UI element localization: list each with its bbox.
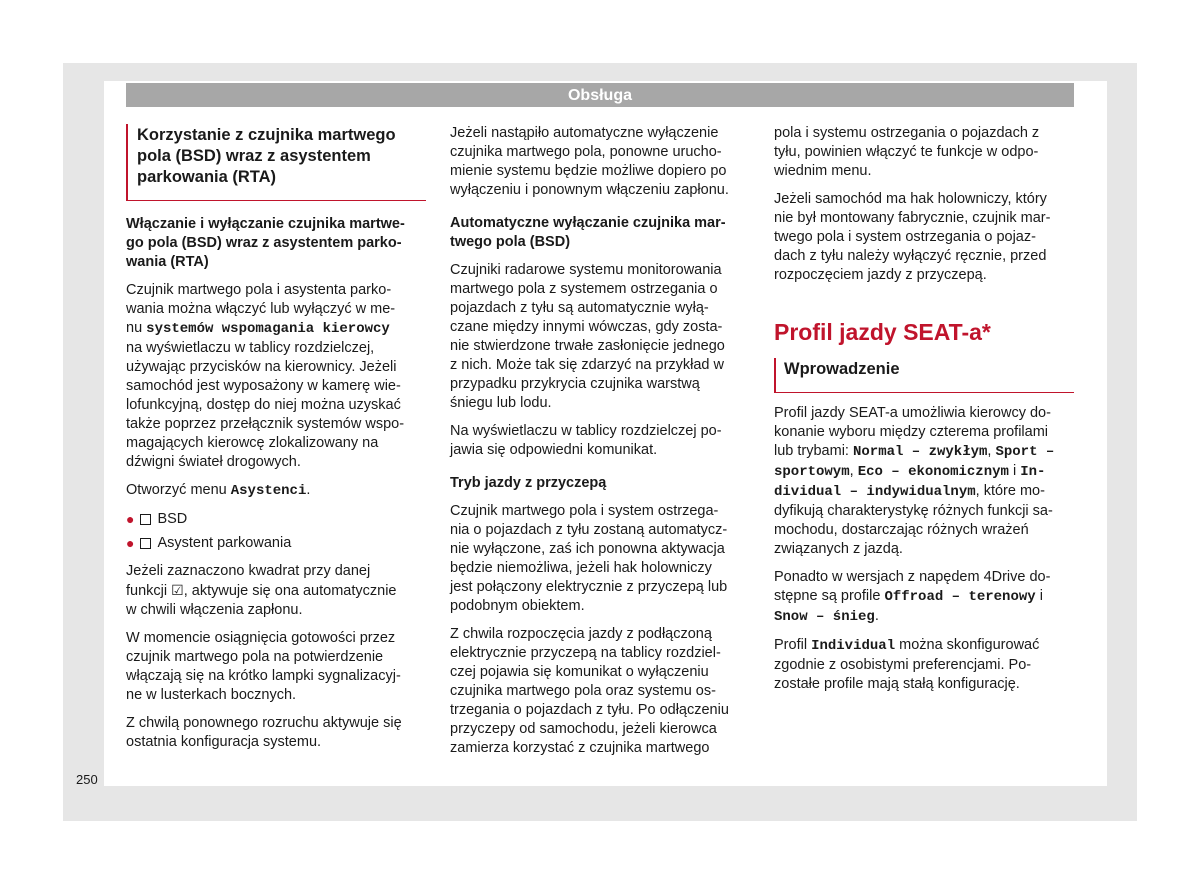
checkbox-icon [140,538,151,549]
section-header-bar: Obsługa [126,83,1074,107]
paragraph-towbar-manual: Jeżeli samochód ma hak holowniczy, który nie był montowany fabrycznie, czujnik mar- twego pola i system ostrzegania o pojaz- dach z tyłu należy wyłączyć ręcznie, przed rozpoczęciem jazdy z przyczepą. [774,191,1051,283]
menu-name-assistants: Asystenci [230,483,307,499]
paragraph-display-message: Na wyświetlaczu w tablicy rozdzielczej po- jawia się odpowiedni komunikat. [450,423,722,458]
profile-offroad: Offroad – terenowy [884,589,1036,605]
paragraph-checked-box: Jeżeli zaznaczono kwadrat przy danej funkcji ☑, aktywuje się ona automatycznie w chwili włączenia zapłonu. [126,563,397,618]
chapter-title: Profil jazdy SEAT-a* [774,319,991,345]
paragraph-drive-profiles: Profil jazdy SEAT-a umożliwia kierowcy do- konanie wyboru między czterema profilami lub trybami: Normal – zwykłym, Sport – sportowym, Eco – ekonomicznym i In- dividual – indywidualnym, które mo- dyfikują charakterystykę różnych funkcji sa- mochodu, dostarczając różnych wrażeń związanych z jazdą. [774,405,1055,557]
column-2 [450,124,750,767]
subheading-bsd-toggle: Włączanie i wyłączanie czujnika martwe- go pola (BSD) wraz z asystentem parko- wania (RTA) [126,216,405,270]
paragraph-bsd-menu: Czujnik martwego pola i asystenta parko- wania można włączyć lub wyłączyć w me- nu systemów wspomagania kierowcy na wyświetlaczu w tablicy rozdzielczej, używając przycisków na kierownicy. Jeżeli samochód jest wyposażony w kamerę wie- lofunkcyjną, dostęp do niej można uzyskać także poprzez przełącznik systemów wspo- magających kierowcę zlokalizowany na dźwigni świateł drogowych. [126,282,405,470]
subheading-auto-off: Automatyczne wyłączanie czujnika mar- twego pola (BSD) [450,215,726,250]
profile-normal: Normal – zwykłym [852,444,988,460]
column-1 [126,124,426,761]
paragraph-trailer-message: Z chwila rozpoczęcia jazdy z podłączoną elektrycznie przyczepą na tablicy rozdziel- czej pojawia się komunikat o wyłączeniu czujnika martwego pola oraz systemu os- trzegania o pojazdach z tyłu. Po odłączeniu przyczepy od samochodu, jeżeli kierowca zamierza korzystać z czujnika martwego [450,626,729,756]
section-title: Korzystanie z czujnika martwego pola (BSD) wraz z asystentem parkowania (RTA) [137,126,396,186]
profile-individual-name: Individual [811,638,896,654]
page-number: 250 [76,772,98,787]
paragraph-reenable-menu: pola i systemu ostrzegania o pojazdach z tyłu, powinien włączyć te funkcje w odpo- wiednim menu. [774,125,1040,179]
checkbox-icon [140,514,151,525]
intro-title-box [774,358,1074,393]
option-parking-assist: ● Asystent parkowania [126,535,292,551]
profile-snow: Snow – śnieg [774,609,875,625]
profile-sport-desc: sportowym [774,464,850,480]
profile-sport: Sport – [995,444,1055,460]
intro-title: Wprowadzenie [784,360,900,378]
paragraph-radar-sensors: Czujniki radarowe systemu monitorowania martwego pola z systemem ostrzegania o pojazdach z tyłu są automatycznie wyłą- czane między innymi wówczas, gdy zosta- nie stwierdzone trwałe zasłonięcie jednego z nich. Może tak się zdarzyć na przykład w przypadku przykrycia czujnika warstwą śniegu lub lodu. [450,262,725,411]
subheading-trailer-mode: Tryb jazdy z przyczepą [450,475,607,491]
profile-individual: dividual – indywidualnym [774,484,976,500]
paragraph-mirror-lights: W momencie osiągnięcia gotowości przez czujnik martwego pola na potwierdzenie włączają się na krótko lampki sygnalizacyj- ne w lusterkach bocznych. [126,630,401,703]
option-bsd: ● BSD [126,511,188,527]
bullet-icon: ● [126,535,135,551]
checked-checkbox-icon: ☑ [171,582,184,598]
paragraph-auto-off-restart: Jeżeli nastąpiło automatyczne wyłączenie czujnika martwego pola, ponowne urucho- mienie systemu będzie możliwe dopiero po wyłączeniu i ponownym włączeniu zapłonu. [450,125,729,198]
paragraph-trailer-off: Czujnik martwego pola i system ostrzega- nia o pojazdach z tyłu zostaną automatycz- nie wyłączone, zaś ich ponowna aktywacja będzie niemożliwa, jeżeli hak holowniczy jest połączony elektrycznie z przyczepą lub podobnym obiektem. [450,503,728,614]
profile-individual-start: In- [1020,464,1046,480]
profile-eco: Eco – ekonomicznym [857,464,1009,480]
paragraph-4drive: Ponadto w wersjach z napędem 4Drive do- stępne są profile Offroad – terenowy i Snow – śnieg. [774,569,1051,625]
section-title-box [126,124,426,201]
paragraph-open-menu: Otworzyć menu Asystenci. [126,482,311,499]
paragraph-individual-config: Profil Individual można skonfigurować zgodnie z osobistymi preferencjami. Po- zostałe profile mają stałą konfigurację. [774,637,1040,692]
column-3 [774,124,1074,703]
bullet-icon: ● [126,511,135,527]
menu-name-driver-assist: systemów wspomagania kierowcy [146,321,390,337]
options-list [126,510,426,553]
paragraph-restart-config: Z chwilą ponownego rozruchu aktywuje się ostatnia konfiguracja systemu. [126,715,402,750]
